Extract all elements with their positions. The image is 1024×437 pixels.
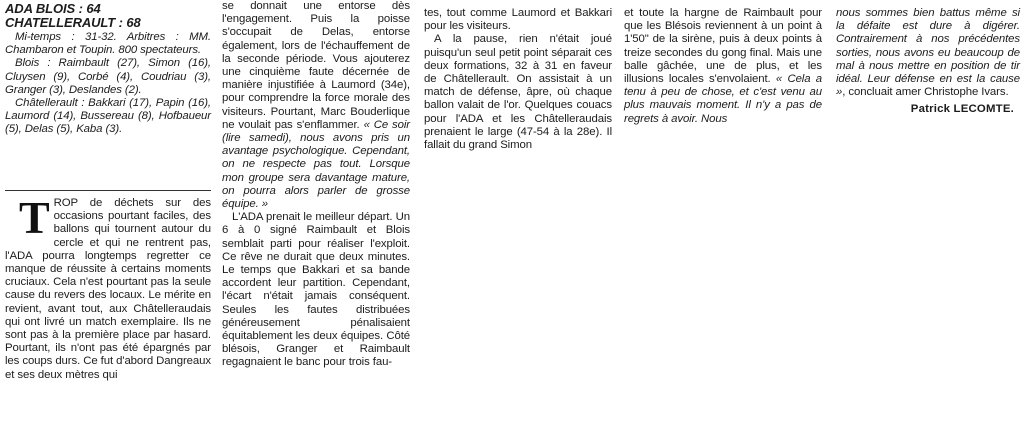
match-info: Mi-temps : 31-32. Arbitres : MM. Chambaron et Toupin. 800 spectateurs. [5, 31, 211, 57]
score-header [5, 2, 211, 30]
column-4 [624, 7, 822, 126]
dropcap-letter: T [19, 192, 50, 243]
chatellerault-lineup: Châtellerault : Bakkari (17), Papin (16), Laumord (14), Bussereau (8), Hofbaueur (5), Delas (5), Kaba (3). [5, 97, 211, 136]
player-quote-start: « Cela a tenu à peu de chose, et c'est venu au plus mauvais moment. Il n'y a pas de regrets à avoir. Nous [624, 73, 822, 125]
col2-paragraph-1: se donnait une entorse dès l'engagement. Puis la poisse s'occupait de Delas, entorse également, lors de l'échauffement de la seconde période. Vous ajouterez une cinquième faute décernée de manière injustifiée à Laumord (34e), pour comprendre la force morale des visiteurs. Pourtant, Marc Bouderlique ne voulait pas s'enflammer. « Ce soir (lire samedi), nous avons pris un avantage psychologique. Cependant, on ne respecte pas tout. Lorsque mon groupe sera davantage mature, on pourra alors parler de grosse équipe. » [222, 0, 410, 211]
section-rule [5, 190, 211, 191]
col3-paragraph-2: A la pause, rien n'était joué puisqu'un seul petit point séparait ces deux formations, 32 à 31 en faveur de Châtellerault. On assistait à un match de défense, âpre, où chaque ballon valait de l'or. Quelques couacs pour l'ADA et les Châtelleraudais prenaient le large (47-54 à la 28e). Il fallait du grand Simon [424, 33, 612, 152]
author-signature: Patrick LECOMTE. [910, 103, 1014, 116]
column-3 [424, 7, 612, 152]
score-home: ADA BLOIS : 64 [5, 1, 101, 16]
player-quote-end: nous sommes bien battus même si la défaite est dure à digérer. Contrairement à nos précédentes sorties, nous avons eu beaucoup de mal à nous mettre en position de tir idéal. Leur défense en est la cause » [836, 7, 1020, 99]
column-5 [836, 7, 1020, 117]
score-away: CHATELLERAULT : 68 [5, 15, 141, 30]
col5-paragraph: nous sommes bien battus même si la défaite est dure à digérer. Contrairement à nos précédentes sorties, nous avons eu beaucoup de mal à nous mettre en position de tir idéal. Leur défense en est la cause », concluait amer Christophe Ivars. [836, 7, 1020, 99]
coach-quote: « Ce soir (lire samedi), nous avons pris un avantage psychologique. Cependant, on ne respecte pas tout. Lorsque mon groupe sera davantage mature, on pourra alors parler de grosse équipe. » [222, 118, 410, 211]
column-1 [5, 2, 211, 137]
match-info-block [5, 31, 211, 137]
blois-lineup: Blois : Raimbault (27), Simon (16), Cluysen (9), Corbé (4), Coudriau (3), Granger (3), Deslandes (2). [5, 57, 211, 96]
column-2 [222, 0, 410, 370]
article-lead [5, 192, 211, 382]
col3-paragraph-1: tes, tout comme Laumord et Bakkari pour les visiteurs. [424, 7, 612, 33]
lead-paragraph: ROP de déchets sur des occasions pourtant faciles, des ballons qui tournent autour du cercle et qui ne rentrent pas, l'ADA pourra longtemps regretter ce manque de réussite à certains moments cruciaux. Cela n'est pourtant pas la seule cause du revers des locaux. Le mérite en revient, avant tout, aux Châtelleraudais qui ont livré un match exemplaire. Ils ne sont pas à la première place par hasard. Pourtant, ils n'ont pas été épargnés par les coups durs. Ce fut d'abord Dangreaux et ses deux mètres qui [5, 197, 211, 381]
col2-paragraph-2: L'ADA prenait le meilleur départ. Un 6 à 0 signé Raimbault et Blois semblait parti pour réaliser l'exploit. Ce rêve ne durait que deux minutes. Le temps que Bakkari et sa bande accordent leur partition. Cependant, l'écart n'était jamais conséquent. Seules les fautes distribuées généreusement pénalisaient équitablement les deux équipes. Côté blésois, Granger et Raimbault regagnaient le banc pour trois fau- [222, 211, 410, 369]
col4-paragraph: et toute la hargne de Raimbault pour que les Blésois reviennent à un point à 1'50" de la sirène, puis à deux points à treize secondes du gong final. Mais une balle gâchée, une de plus, et les illusions locales s'envolaient. « Cela a tenu à peu de chose, et c'est venu au plus mauvais moment. Il n'y a pas de regrets à avoir. Nous [624, 7, 822, 125]
